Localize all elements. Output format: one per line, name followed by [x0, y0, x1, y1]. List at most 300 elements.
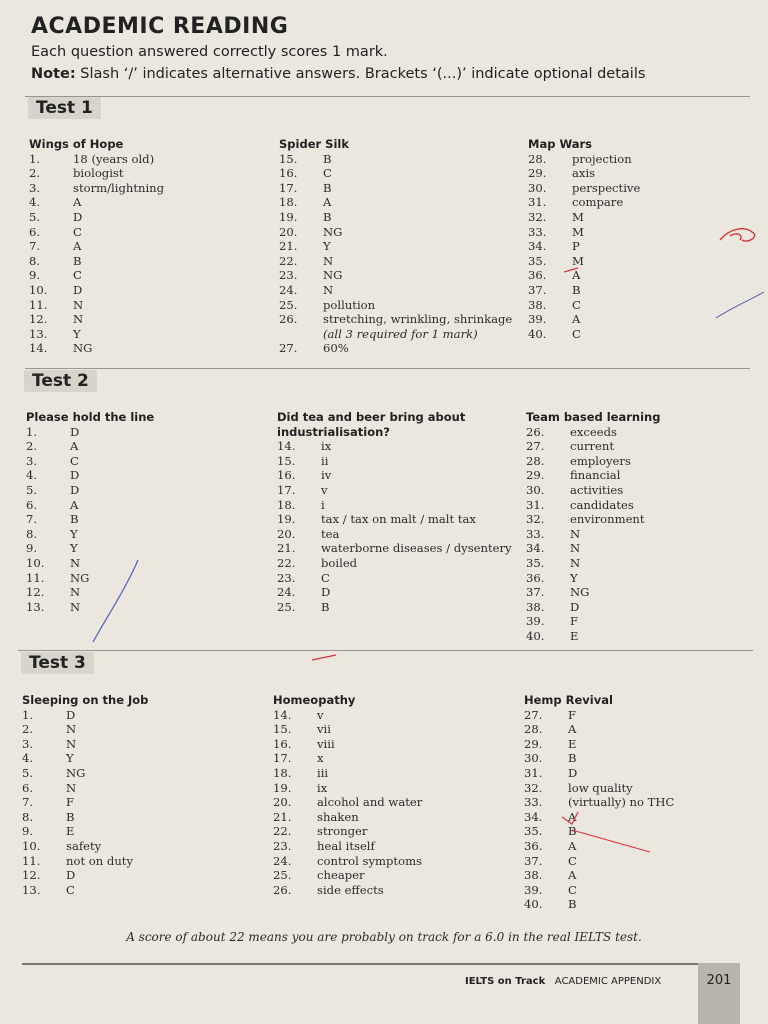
question-number: 35. [528, 253, 547, 268]
answer-value: M [572, 209, 584, 224]
answer-row [22, 708, 148, 723]
answer-row [22, 854, 148, 869]
answer-value: F [568, 707, 577, 722]
answer-value: C [323, 166, 332, 181]
answer-row [26, 454, 154, 469]
answer-row [273, 868, 365, 883]
question-number: 32. [528, 209, 547, 224]
question-number: 20. [277, 526, 296, 541]
question-number: 12. [26, 585, 45, 600]
answer-row [277, 585, 465, 600]
answer-row [528, 180, 641, 196]
question-number: 27. [524, 707, 543, 722]
answer-value: 18 (years old) [73, 151, 155, 166]
answer-row [524, 839, 613, 854]
answer-row [528, 166, 596, 181]
answer-value: B [323, 151, 332, 166]
answer-row [526, 483, 660, 498]
answer-row [524, 897, 613, 912]
answer-row [526, 600, 660, 615]
answer-row [26, 556, 154, 571]
answer-row [528, 268, 592, 283]
question-number: 36. [528, 268, 547, 283]
question-number: 37. [524, 853, 543, 868]
question-number: 14. [277, 439, 296, 454]
answer-value: Y [70, 526, 78, 541]
answer-row [524, 737, 613, 752]
answer-value: tax / tax on malt / malt tax [321, 512, 476, 527]
answer-value: B [66, 809, 75, 824]
answer-value: N [73, 297, 84, 312]
answer-row [526, 498, 660, 513]
answer-row [277, 468, 465, 483]
answer-row [279, 195, 478, 210]
answer-row [26, 439, 154, 454]
answer-value: x [317, 751, 324, 766]
question-number: 24. [279, 282, 298, 297]
answer-value: D [70, 468, 80, 483]
question-number: 22. [273, 824, 292, 839]
question-number: 28. [524, 722, 543, 737]
question-number: 20. [273, 795, 292, 810]
question-number: 30. [528, 180, 547, 195]
question-number: 40. [526, 628, 545, 643]
answer-row [279, 283, 478, 298]
answer-value: (virtually) no THC [568, 795, 675, 810]
question-number: 15. [277, 453, 296, 468]
question-number: 15. [279, 151, 298, 166]
answer-row [277, 556, 465, 571]
question-number: 13. [22, 882, 41, 897]
question-number: 29. [524, 736, 543, 751]
answer-row [26, 512, 154, 527]
answer-row [277, 498, 465, 513]
section-name: ACADEMIC APPENDIX [554, 976, 662, 987]
answer-row [29, 254, 123, 269]
answer-row [528, 327, 592, 342]
question-number: 16. [277, 468, 296, 483]
answer-value: Y [323, 239, 331, 254]
question-number: 13. [29, 326, 48, 341]
answer-row [29, 195, 123, 210]
question-number: 24. [273, 853, 292, 868]
answer-value: cheaper [317, 868, 365, 883]
answer-value: A [572, 268, 581, 283]
answer-row [277, 512, 476, 527]
answer-value: vii [317, 722, 331, 737]
answer-value: A [70, 497, 79, 512]
question-number: 2. [22, 722, 34, 737]
answer-row [29, 225, 123, 240]
answer-row [524, 751, 613, 766]
answer-value: N [70, 555, 81, 570]
answer-row [29, 283, 123, 298]
question-number: 18. [279, 195, 298, 210]
question-number: 39. [524, 882, 543, 897]
section-hemp-revival [524, 693, 675, 912]
answer-value: not on duty [66, 853, 134, 868]
answer-value: 60% [323, 341, 349, 356]
answer-row [524, 722, 613, 737]
answer-value: shaken [317, 809, 359, 824]
question-number: 39. [528, 312, 547, 327]
answer-row [29, 298, 123, 313]
answer-row [528, 283, 592, 298]
answer-row [526, 425, 660, 440]
question-number: 2. [26, 439, 38, 454]
answer-value: activities [570, 482, 624, 497]
section-title: Spider Silk [279, 137, 349, 151]
answer-value: N [323, 253, 334, 268]
question-number: 19. [279, 209, 298, 224]
answer-value: NG [570, 585, 590, 600]
answer-value: Y [570, 570, 578, 585]
answer-value: P [572, 239, 580, 254]
answer-value: A [323, 195, 332, 210]
answer-row [273, 824, 368, 839]
answer-row [26, 483, 154, 498]
answer-value: B [568, 824, 577, 839]
question-number: 5. [22, 765, 34, 780]
answer-value: tea [321, 526, 340, 541]
section-homeopathy [273, 693, 423, 897]
answer-value: Y [66, 751, 74, 766]
answer-value: NG [70, 570, 90, 585]
answer-value: B [70, 512, 79, 527]
question-number: 5. [26, 482, 38, 497]
question-number: 34. [524, 809, 543, 824]
question-number: 4. [22, 751, 34, 766]
question-number: 6. [26, 497, 38, 512]
answer-value: low quality [568, 780, 633, 795]
question-number: 37. [528, 282, 547, 297]
answer-value: C [73, 268, 82, 283]
answer-row [524, 766, 613, 781]
question-number: 28. [528, 151, 547, 166]
answer-row [273, 838, 375, 854]
answer-value: N [66, 722, 77, 737]
answer-value: waterborne diseases / dysentery [321, 541, 512, 556]
section-please-hold-the-line [26, 410, 154, 614]
answer-value: A [73, 239, 82, 254]
answer-value: projection [572, 151, 632, 166]
question-number: 9. [22, 824, 34, 839]
answer-value: B [321, 599, 330, 614]
section-title: Team based learning [526, 410, 661, 424]
question-number: 38. [524, 868, 543, 883]
answer-value: side effects [317, 882, 384, 897]
question-number: 16. [279, 166, 298, 181]
answer-row [273, 766, 355, 781]
answer-value: v [321, 482, 328, 497]
answer-row [26, 498, 154, 513]
question-number: 7. [26, 512, 38, 527]
answer-value: C [321, 570, 330, 585]
red-pen-stroke [312, 655, 336, 660]
answer-row [524, 868, 613, 883]
question-number: 26. [279, 312, 298, 327]
answer-value: D [568, 765, 578, 780]
section-team-based-learning [526, 410, 660, 644]
question-number: 22. [277, 555, 296, 570]
question-number: 12. [22, 868, 41, 883]
question-number: 36. [526, 570, 545, 585]
answer-value: N [70, 585, 81, 600]
answer-row [279, 166, 478, 181]
answer-value: E [568, 736, 577, 751]
question-number: 20. [279, 224, 298, 239]
answer-value: B [73, 253, 82, 268]
answer-row [273, 795, 423, 810]
answer-row [528, 239, 592, 254]
answer-value: D [70, 482, 80, 497]
answer-row [279, 210, 478, 225]
answer-row [22, 766, 148, 781]
answer-row [279, 239, 478, 254]
question-number: 33. [526, 526, 545, 541]
section-title: Sleeping on the Job [22, 693, 149, 707]
answer-value: employers [570, 453, 631, 468]
answer-value: v [317, 707, 324, 722]
section-wings-of-hope [29, 137, 165, 356]
answer-row [526, 454, 660, 469]
question-number: 15. [273, 722, 292, 737]
answer-row [29, 312, 123, 327]
answer-row [277, 439, 465, 454]
answer-row [29, 327, 123, 342]
question-number: 40. [524, 897, 543, 912]
answer-row [526, 556, 660, 571]
page-number: 201 [698, 963, 740, 1024]
answer-row [526, 527, 660, 542]
answer-row [273, 809, 359, 825]
question-number: 30. [524, 751, 543, 766]
answer-value: viii [317, 736, 335, 751]
question-number: 25. [273, 868, 292, 883]
answer-row [279, 312, 513, 327]
question-number: 7. [29, 239, 41, 254]
red-scribble [720, 229, 755, 241]
answer-row [526, 468, 660, 483]
section-sleeping-on-the-job [22, 693, 148, 897]
answer-row [526, 541, 660, 556]
question-number: 33. [528, 224, 547, 239]
answer-row [26, 571, 154, 586]
question-number: 27. [279, 341, 298, 356]
answer-value: ix [317, 780, 328, 795]
divider [18, 650, 753, 651]
answer-row [528, 151, 632, 167]
question-number: 31. [528, 195, 547, 210]
answer-row [279, 181, 478, 196]
answer-row [26, 541, 154, 556]
answer-row [26, 425, 154, 440]
answer-row [273, 781, 355, 796]
question-number: 7. [22, 795, 34, 810]
question-number: 8. [29, 253, 41, 268]
answer-row [528, 254, 592, 269]
question-number: 17. [273, 751, 292, 766]
answer-value: iv [321, 468, 332, 483]
answer-value: B [323, 209, 332, 224]
answer-value: M [572, 253, 584, 268]
answer-value: D [73, 282, 83, 297]
footer-brand [465, 976, 661, 987]
question-number: 10. [22, 838, 41, 853]
answer-row [526, 439, 660, 454]
answer-value: F [66, 795, 75, 810]
answer-value: heal itself [317, 838, 375, 853]
question-number: 16. [273, 736, 292, 751]
answer-value: D [321, 585, 331, 600]
answer-row [29, 151, 155, 167]
answer-row [29, 268, 123, 283]
brand-name: IELTS on Track [465, 976, 546, 987]
question-number: 29. [526, 468, 545, 483]
question-number: 38. [528, 297, 547, 312]
question-number: 9. [29, 268, 41, 283]
question-number: 8. [22, 809, 34, 824]
answer-row [22, 722, 148, 737]
answer-value: N [70, 599, 81, 614]
section-title: Wings of Hope [29, 137, 124, 151]
notation-note [31, 66, 645, 82]
question-number: 23. [273, 838, 292, 853]
section-spider-silk [279, 137, 513, 356]
answer-value: stretching, wrinkling, shrinkage [323, 312, 513, 327]
question-number: 5. [29, 209, 41, 224]
question-number: 34. [526, 541, 545, 556]
answer-row [29, 166, 123, 181]
answer-value: Y [73, 326, 81, 341]
question-number: 19. [277, 512, 296, 527]
answer-note: (all 3 required for 1 mark) [323, 326, 478, 341]
answer-row [277, 527, 465, 542]
answer-row [26, 585, 154, 600]
answer-row [528, 210, 592, 225]
answer-value: N [73, 312, 84, 327]
answer-row [524, 795, 675, 810]
scoring-rule: Each question answered correctly scores 1 mark. [31, 44, 388, 60]
question-number: 23. [277, 570, 296, 585]
answer-value: M [572, 224, 584, 239]
question-number: 35. [524, 824, 543, 839]
answer-value: safety [66, 838, 102, 853]
question-number: 37. [526, 585, 545, 600]
answer-row [22, 868, 148, 883]
question-number: 11. [26, 570, 45, 585]
section-title: Please hold the line [26, 410, 155, 424]
question-number: 1. [29, 151, 41, 166]
answer-value: A [73, 195, 82, 210]
question-number: 2. [29, 166, 41, 181]
question-number: 27. [526, 439, 545, 454]
answer-row [22, 737, 148, 752]
question-number: 4. [26, 468, 38, 483]
answer-row [273, 751, 355, 766]
question-number: 10. [29, 282, 48, 297]
answer-row [26, 527, 154, 542]
answer-value: N [570, 555, 581, 570]
test-2-heading: Test 2 [24, 370, 97, 392]
question-number: 32. [526, 512, 545, 527]
answer-value: N [66, 780, 77, 795]
answer-row [279, 225, 478, 240]
answer-row [277, 483, 465, 498]
question-number: 19. [273, 780, 292, 795]
question-number: 13. [26, 599, 45, 614]
answer-value: F [570, 614, 579, 629]
answer-value: A [568, 809, 577, 824]
question-number: 1. [26, 424, 38, 439]
answer-value: control symptoms [317, 853, 423, 868]
answer-value: i [321, 497, 325, 512]
answer-value: C [572, 297, 581, 312]
test-1-heading: Test 1 [28, 97, 101, 119]
answer-value: NG [323, 224, 343, 239]
answer-row [524, 824, 613, 839]
answer-row [526, 629, 660, 644]
question-number: 25. [279, 297, 298, 312]
question-number: 17. [277, 482, 296, 497]
question-number: 11. [22, 853, 41, 868]
answer-value: pollution [323, 297, 376, 312]
answer-value: B [323, 180, 332, 195]
answer-row [526, 585, 660, 600]
answer-value: E [66, 824, 75, 839]
answer-value: iii [317, 765, 329, 780]
answer-row [273, 708, 355, 723]
answer-row [29, 210, 123, 225]
question-number: 38. [526, 599, 545, 614]
answer-value: current [570, 439, 615, 454]
answer-row [22, 839, 148, 854]
divider [25, 368, 750, 369]
answer-row [526, 614, 660, 629]
note-text: Slash ‘/’ indicates alternative answers. Brackets ‘(...)’ indicate optional details [80, 66, 646, 82]
answer-value: environment [570, 512, 645, 527]
answer-row [29, 341, 123, 356]
answer-value: A [568, 722, 577, 737]
question-number: 35. [526, 555, 545, 570]
question-number: 36. [524, 838, 543, 853]
answer-row [22, 883, 148, 898]
answer-row [22, 781, 148, 796]
answer-row [526, 512, 660, 527]
answer-row [524, 883, 613, 898]
answer-row [524, 854, 613, 869]
question-number: 33. [524, 795, 543, 810]
question-number: 29. [528, 166, 547, 181]
question-number: 18. [273, 765, 292, 780]
answer-value: N [570, 541, 581, 556]
answer-value: NG [323, 268, 343, 283]
answer-value: perspective [572, 180, 641, 195]
section-title: Map Wars [528, 137, 592, 151]
answer-value: biologist [73, 166, 124, 181]
answer-row [279, 254, 478, 269]
question-number: 32. [524, 780, 543, 795]
answer-value: C [70, 453, 79, 468]
answer-value: D [570, 599, 580, 614]
answer-row [22, 751, 148, 766]
answer-value: NG [66, 765, 86, 780]
question-number: 6. [29, 224, 41, 239]
answer-value: D [70, 424, 80, 439]
question-number: 14. [273, 707, 292, 722]
answer-row [26, 468, 154, 483]
answer-row [526, 571, 660, 586]
